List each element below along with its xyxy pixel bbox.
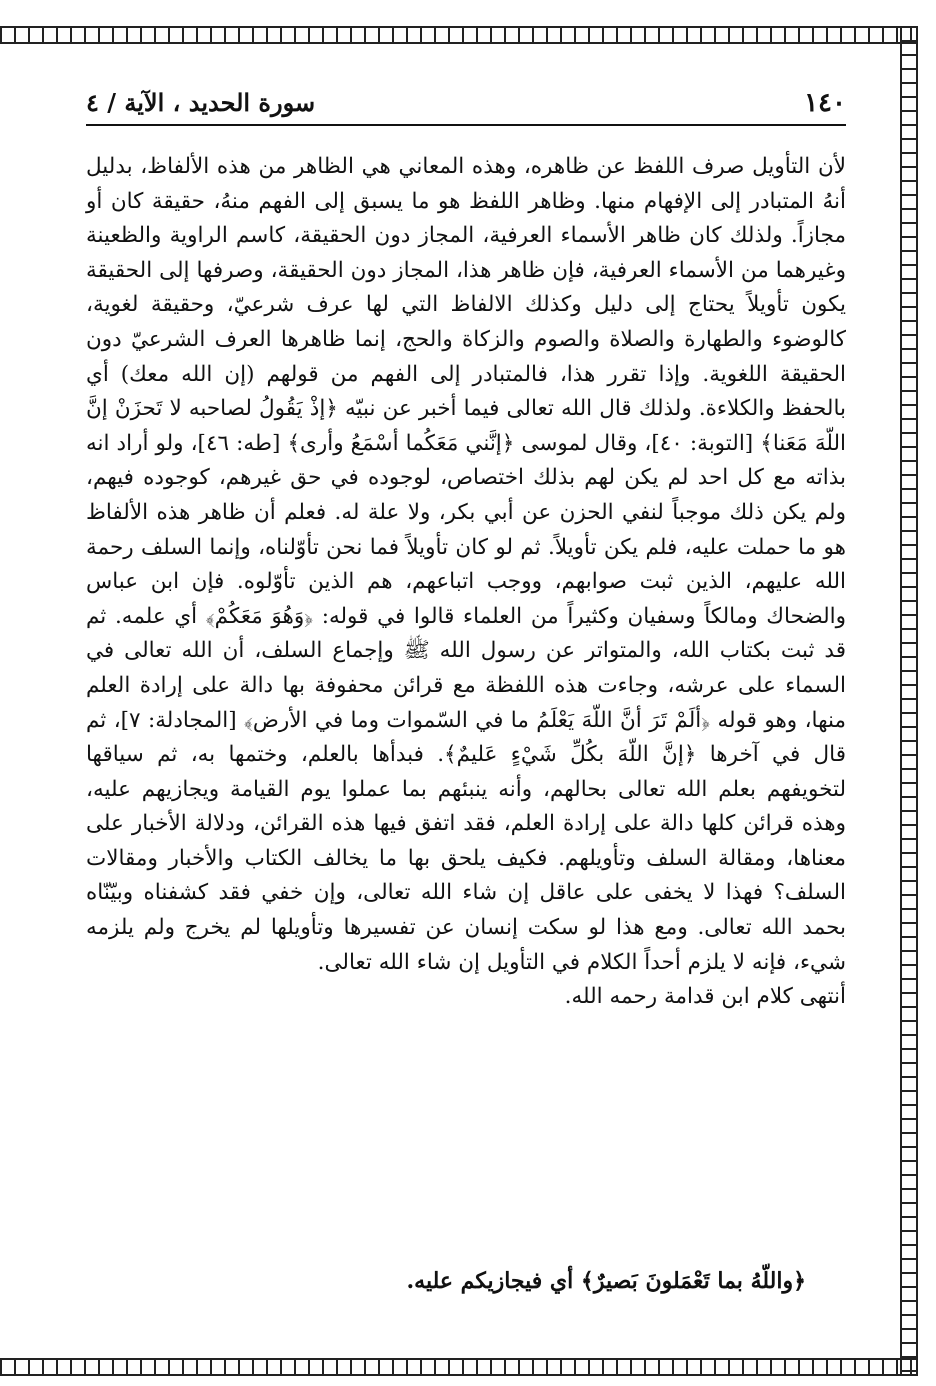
decorative-border-bottom xyxy=(0,1358,918,1376)
main-paragraph: لأن التأويل صرف اللفظ عن ظاهره، وهذه المعاني هي الظاهر من هذه الألفاظ، بدليل أنهُ المتبادر إلى الإفهام منها. وظاهر اللفظ هو ما يسبق إلى الفهم منهُ، حقيقة كان أو مجازاً. ولذلك كان ظاهر الأسماء العرفية، المجاز دون الحقيقة، كاسم الراوية والظعينة وغيرهما من الأسماء العرفية، فإن ظاهر هذا، المجاز دون الحقيقة، وصرفها إلى الحقيقة يكون تأويلاً يحتاج إلى دليل وكذلك الالفاظ التي لها عرف شرعيّ، وحقيقة لغوية، كالوضوء والطهارة والصلاة والصوم والزكاة والحج، إنما ظاهرها العرف الشرعيّ دون الحقيقة اللغوية. وإذا تقرر هذا، فالمتبادر إلى الفهم من قولهم (إن الله معك) أي بالحفظ والكلاءة. ولذلك قال الله تعالى فيما أخبر عن نبيّه ﴿إذْ يَقُولُ لصاحبه لا تَحزَنْ إنَّ اللّهَ مَعَنا﴾ [التوبة: ٤٠]، وقال لموسى ﴿إنَّني مَعَكُما أسْمَعُ وأرى﴾ [طه: ٤٦]، ولو أراد انه بذاته مع كل احد لم يكن لهم بذلك اختصاص، لوجوده في حق غيرهم، كوجوده فيهم، ولم يكن ذلك موجباً لنفي الحزن عن أبي بكر، ولا علة له. فعلم أن ظاهر هذه الألفاظ هو ما حملت عليه، فلم يكن تأويلاً. ثم لو كان تأويلاً فما نحن تأوّلناه، وإنما السلف رحمة الله عليهم، الذين ثبت صوابهم، ووجب اتباعهم، هم الذين تأوّلوه. فإن ابن عباس والضحاك ومالكاً وسفيان وكثيراً من العلماء قالوا في قوله: ﴿وَهُوَ مَعَكُمْ﴾ أي علمه. ثم قد ثبت بكتاب الله، والمتواتر عن رسول الله ﷺ وإجماع السلف، أن الله تعالى في السماء على عرشه، وجاءت هذه اللفظة مع قرائن محفوفة بها دالة على إرادة العلم منها، وهو قوله ﴿ألَمْ تَرَ أنَّ اللّهَ يَعْلَمُ ما في السّموات وما في الأرض﴾ [المجادلة: ٧]، ثم قال في آخرها ﴿إنَّ اللّهَ بكُلِّ شَيْءٍ عَليمٌ﴾. فبدأها بالعلم، وختمها به، ثم سياقها لتخويفهم بعلم الله تعالى بحالهم، وأنه ينبئهم بما عملوا يوم القيامة ويجازيهم عليه، وهذه قرائن كلها دالة على إرادة العلم، فقد اتفق فيها هذه القرائن، ودلالة الأخبار على معناها، ومقالة السلف وتأويلهم. فكيف يلحق بها ما يخالف الكتاب والأخبار ومقالات السلف؟ فهذا لا يخفى على عاقل إن شاء الله تعالى، وإن خفي فقد كشفناه وبيّنّاه بحمد الله تعالى. ومع هذا لو سكت إنسان عن تفسيرها وتأويلها لم يخرج ولم يلزمه شيء، فإنه لا يلزم أحداً الكلام في التأويل إن شاء الله تعالى. xyxy=(86,154,846,975)
body-text xyxy=(86,150,846,1015)
running-title: سورة الحديد ، الآية / ٤ xyxy=(86,88,316,117)
decorative-border-top xyxy=(0,26,918,44)
attribution-line: أنتهى كلام ابن قدامة رحمه الله. xyxy=(564,984,846,1010)
page-header xyxy=(86,84,846,126)
closing-verse: ﴿واللّهُ بما تَعْمَلونَ بَصيرٌ﴾ أي فيجازيكم عليه. xyxy=(406,1268,806,1294)
decorative-border-right xyxy=(900,26,918,1376)
page-number: ١٤٠ xyxy=(804,88,846,118)
